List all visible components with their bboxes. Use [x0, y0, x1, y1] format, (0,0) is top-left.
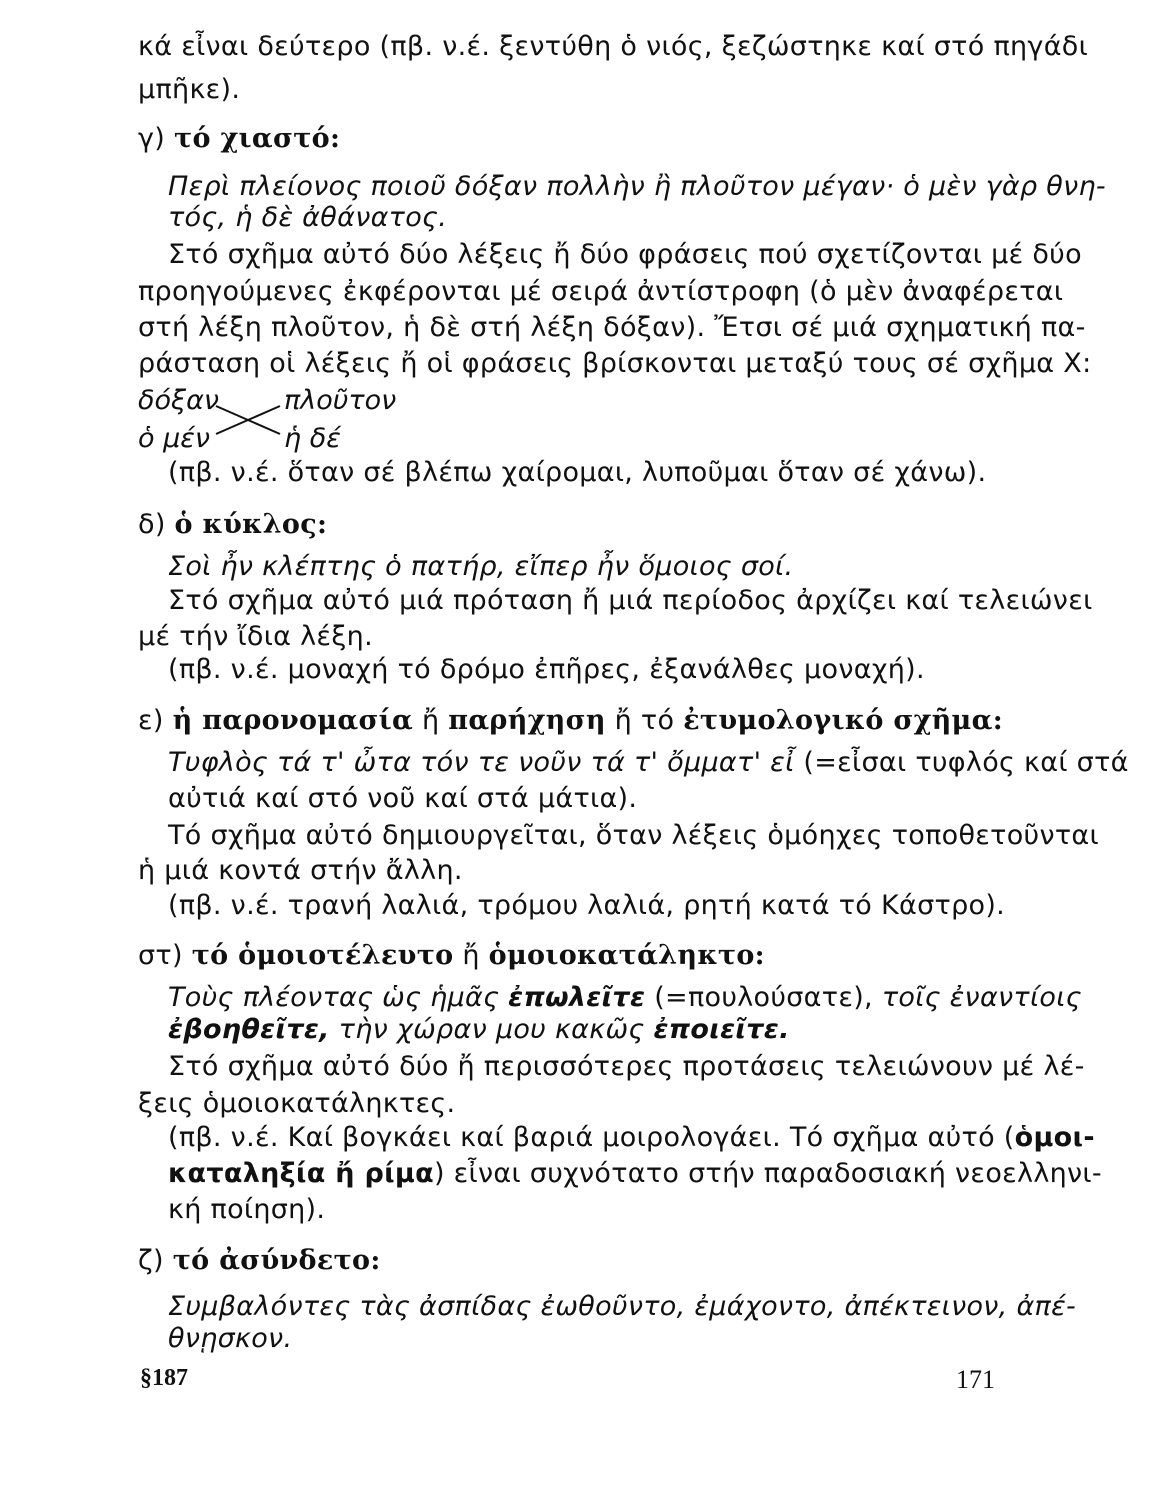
section-label: ε) — [138, 705, 164, 736]
diagram-word-top-right: πλοῦτον — [284, 385, 397, 416]
section-title: τό ἀσύνδετο: — [172, 1245, 381, 1276]
example-text: Τυφλὸς τά τ' ὦτα τόν τε νοῦν τά τ' ὄμματ' εἶ — [168, 747, 795, 778]
text-line: μπῆκε). — [138, 74, 241, 105]
chiasmus-cross-lines — [138, 382, 398, 457]
example-gloss: (=πουλούσατε), — [654, 982, 873, 1013]
example-line — [168, 746, 1129, 780]
compare-line — [168, 1157, 1102, 1191]
body-line: Στό σχῆμα αὐτό μιά πρόταση ἤ μιά περίοδος ἀρχίζει καί τελειώνει — [168, 585, 1093, 616]
compare-text: ) εἶναι συχνότατο στήν παραδοσιακή νεοελληνι- — [433, 1158, 1102, 1189]
section-title: ὁμοιοκατάληκτο: — [488, 940, 765, 971]
page-number: 171 — [956, 1365, 995, 1394]
section-heading-gamma — [138, 122, 340, 156]
section-heading-epsilon — [138, 704, 1003, 738]
section-title: ἐτυμολογικό σχῆμα: — [683, 705, 1003, 736]
example-emphasis: ἐποιεῖτε. — [653, 1014, 790, 1045]
body-line: ἡ μιά κοντά στήν ἄλλη. — [138, 855, 463, 886]
example-line — [168, 1013, 790, 1047]
body-line: Τό σχῆμα αὐτό δημιουργεῖται, ὅταν λέξεις ὁμόηχες τοποθετοῦνται — [168, 820, 1099, 851]
compare-line — [168, 1121, 1095, 1155]
body-line: Στό σχῆμα αὐτό δύο ἤ περισσότερες προτάσεις τελειώνουν μέ λέ- — [168, 1051, 1085, 1082]
compare-line: (πβ. ν.έ. μοναχή τό δρόμο ἐπῆρες, ἐξανάλθες μοναχή). — [168, 654, 925, 685]
section-heading-zeta — [138, 1244, 381, 1278]
example-line — [168, 981, 1082, 1015]
example-line: αὐτιά καί στό νοῦ καί στά μάτια). — [168, 783, 638, 814]
body-line: προηγούμενες ἐκφέρονται μέ σειρά ἀντίστροφη (ὁ μὲν ἀναφέρεται — [138, 276, 1064, 307]
section-label: στ) — [138, 940, 183, 971]
section-label: δ) — [138, 509, 166, 540]
diagram-word-bottom-right: ἡ δέ — [284, 423, 341, 454]
diagram-word-bottom-left: ὁ μέν — [138, 423, 210, 454]
example-text: Τοὺς πλέοντας ὡς ἡμᾶς — [168, 982, 500, 1013]
example-emphasis: ἐβοηθεῖτε, — [168, 1014, 330, 1045]
example-emphasis: ἐπωλεῖτε — [508, 982, 646, 1013]
body-line: μέ τήν ἴδια λέξη. — [138, 621, 373, 652]
body-line: ράσταση οἱ λέξεις ἤ οἱ φράσεις βρίσκονται μεταξύ τους σέ σχῆμα Χ: — [138, 348, 1092, 379]
compare-line: (πβ. ν.έ. τρανή λαλιά, τρόμου λαλιά, ρητή κατά τό Κάστρο). — [168, 890, 1006, 921]
example-text: τοῖς ἐναντίοις — [881, 982, 1082, 1013]
body-line: ξεις ὁμοιοκατάληκτες. — [138, 1088, 456, 1119]
chiasmus-diagram — [138, 382, 398, 457]
body-line: Στό σχῆμα αὐτό δύο λέξεις ἤ δύο φράσεις πού σχετίζονται μέ δύο — [168, 239, 1082, 270]
compare-emphasis: καταληξία ἤ ρίμα — [168, 1158, 434, 1189]
compare-line: (πβ. ν.έ. ὅταν σέ βλέπω χαίρομαι, λυποῦμαι ὅταν σέ χάνω). — [168, 457, 987, 488]
example-line: Συμβαλόντες τὰς ἀσπίδας ἐωθοῦντο, ἐμάχοντο, ἀπέκτεινον, ἀπέ- — [168, 1291, 1077, 1322]
compare-emphasis: ὁμοι- — [1014, 1122, 1095, 1153]
text-line: κά εἶναι δεύτερο (πβ. ν.έ. ξεντύθη ὁ νιός, ξεζώστηκε καί στό πηγάδι — [138, 31, 1089, 62]
section-label: γ) — [138, 123, 166, 154]
example-text: τὴν χώραν μου κακῶς — [338, 1014, 645, 1045]
example-line: Σοὶ ἦν κλέπτης ὁ πατήρ, εἴπερ ἦν ὅμοιος σοί. — [168, 551, 794, 582]
section-title: τό χιαστό: — [174, 123, 341, 154]
section-title: τό ὁμοιοτέλευτο — [191, 940, 454, 971]
section-title: ὁ κύκλος: — [174, 509, 328, 540]
section-reference: §187 — [140, 1365, 188, 1391]
diagram-word-top-left: δόξαν — [138, 385, 219, 416]
connector-text: ἤ τό — [614, 705, 675, 736]
section-title: παρήχηση — [448, 705, 606, 736]
section-label: ζ) — [138, 1245, 164, 1276]
section-title: ἡ παρονομασία — [172, 705, 414, 736]
compare-text: (πβ. ν.έ. Καί βογκάει καί βαριά μοιρολογάει. Τό σχῆμα αὐτό ( — [168, 1122, 1015, 1153]
body-line: στή λέξη πλοῦτον, ἡ δὲ στή λέξη δόξαν). Ἔτσι σέ μιά σχηματική πα- — [138, 312, 1086, 343]
connector-text: ἤ — [421, 705, 440, 736]
section-heading-delta — [138, 508, 327, 542]
example-gloss: (=εἶσαι τυφλός καί στά — [803, 747, 1129, 778]
example-line: θνῃσκον. — [168, 1323, 293, 1354]
section-heading-st — [138, 939, 765, 973]
example-line: τός, ἡ δὲ ἀθάνατος. — [168, 202, 448, 233]
connector-text: ἤ — [462, 940, 480, 971]
example-line: Περὶ πλείονος ποιοῦ δόξαν πολλὴν ἢ πλοῦτον μέγαν· ὁ μὲν γὰρ θνη- — [168, 171, 1106, 202]
compare-line: κή ποίηση). — [168, 1194, 326, 1225]
